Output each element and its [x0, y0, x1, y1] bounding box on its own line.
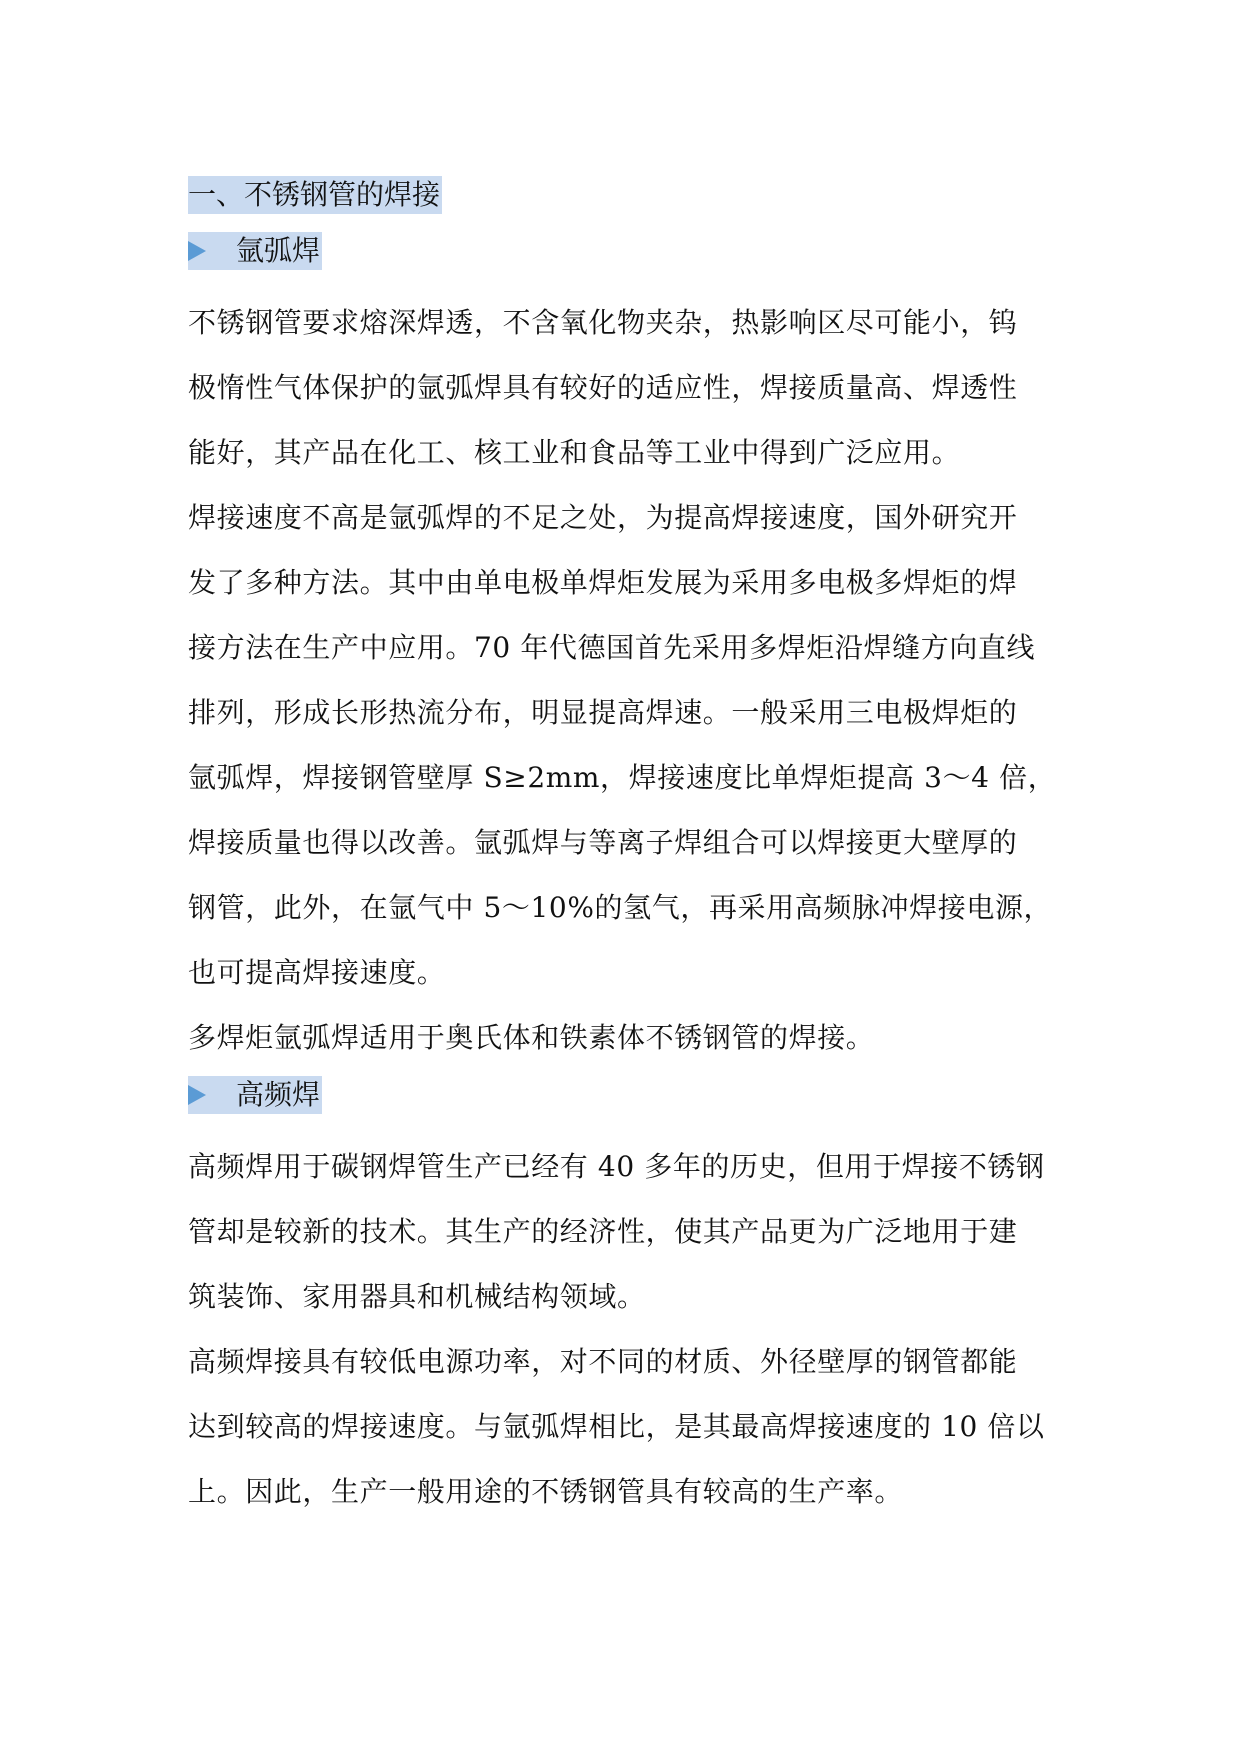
subheading-highlight	[188, 1076, 322, 1114]
text-line: 钢管，此外，在氩气中 5～10%的氢气，再采用高频脉冲焊接电源，	[188, 891, 1053, 924]
subheading-label: 氩弧焊	[236, 234, 321, 267]
text-line: 管却是较新的技术。其生产的经济性，使其产品更为广泛地用于建	[188, 1215, 1018, 1248]
text-line: 也可提高焊接速度。	[188, 956, 446, 989]
text-line: 筑装饰、家用器具和机械结构领域。	[188, 1280, 646, 1313]
paragraph	[188, 485, 1068, 1005]
text-line: 发了多种方法。其中由单电极单焊炬发展为采用多电极多焊炬的焊	[188, 566, 1018, 599]
text-line: 能好，其产品在化工、核工业和食品等工业中得到广泛应用。	[188, 436, 961, 469]
right-triangle-icon	[188, 1085, 206, 1105]
text-line: 高频焊用于碳钢焊管生产已经有 40 多年的历史，但用于焊接不锈钢	[188, 1150, 1045, 1183]
text-line: 不锈钢管要求熔深焊透，不含氧化物夹杂，热影响区尽可能小，钨	[188, 306, 1018, 339]
subheading-high-frequency	[188, 1076, 1068, 1114]
text-line: 多焊炬氩弧焊适用于奥氏体和铁素体不锈钢管的焊接。	[188, 1021, 875, 1054]
subheading-highlight	[188, 232, 322, 270]
text-line: 焊接质量也得以改善。氩弧焊与等离子焊组合可以焊接更大壁厚的	[188, 826, 1018, 859]
subheading-argon-arc	[188, 232, 1068, 270]
text-line: 接方法在生产中应用。70 年代德国首先采用多焊炬沿焊缝方向直线	[188, 631, 1036, 664]
text-line: 极惰性气体保护的氩弧焊具有较好的适应性，焊接质量高、焊透性	[188, 371, 1018, 404]
text-line: 上。因此，生产一般用途的不锈钢管具有较高的生产率。	[188, 1475, 904, 1508]
paragraph	[188, 1005, 1068, 1070]
paragraph	[188, 290, 1068, 485]
section-title: 一、不锈钢管的焊接	[188, 176, 442, 214]
paragraph	[188, 1134, 1068, 1329]
document-page	[188, 176, 1068, 1524]
section-title-row	[188, 176, 1068, 214]
right-triangle-icon	[188, 241, 206, 261]
text-line: 焊接速度不高是氩弧焊的不足之处，为提高焊接速度，国外研究开	[188, 501, 1018, 534]
text-line: 排列，形成长形热流分布，明显提高焊速。一般采用三电极焊炬的	[188, 696, 1018, 729]
paragraph	[188, 1329, 1068, 1524]
text-line: 氩弧焊，焊接钢管壁厚 S≥2mm，焊接速度比单焊炬提高 3～4 倍，	[188, 761, 1057, 794]
text-line: 达到较高的焊接速度。与氩弧焊相比，是其最高焊接速度的 10 倍以	[188, 1410, 1045, 1443]
subheading-label: 高频焊	[236, 1078, 321, 1111]
text-line: 高频焊接具有较低电源功率，对不同的材质、外径壁厚的钢管都能	[188, 1345, 1018, 1378]
